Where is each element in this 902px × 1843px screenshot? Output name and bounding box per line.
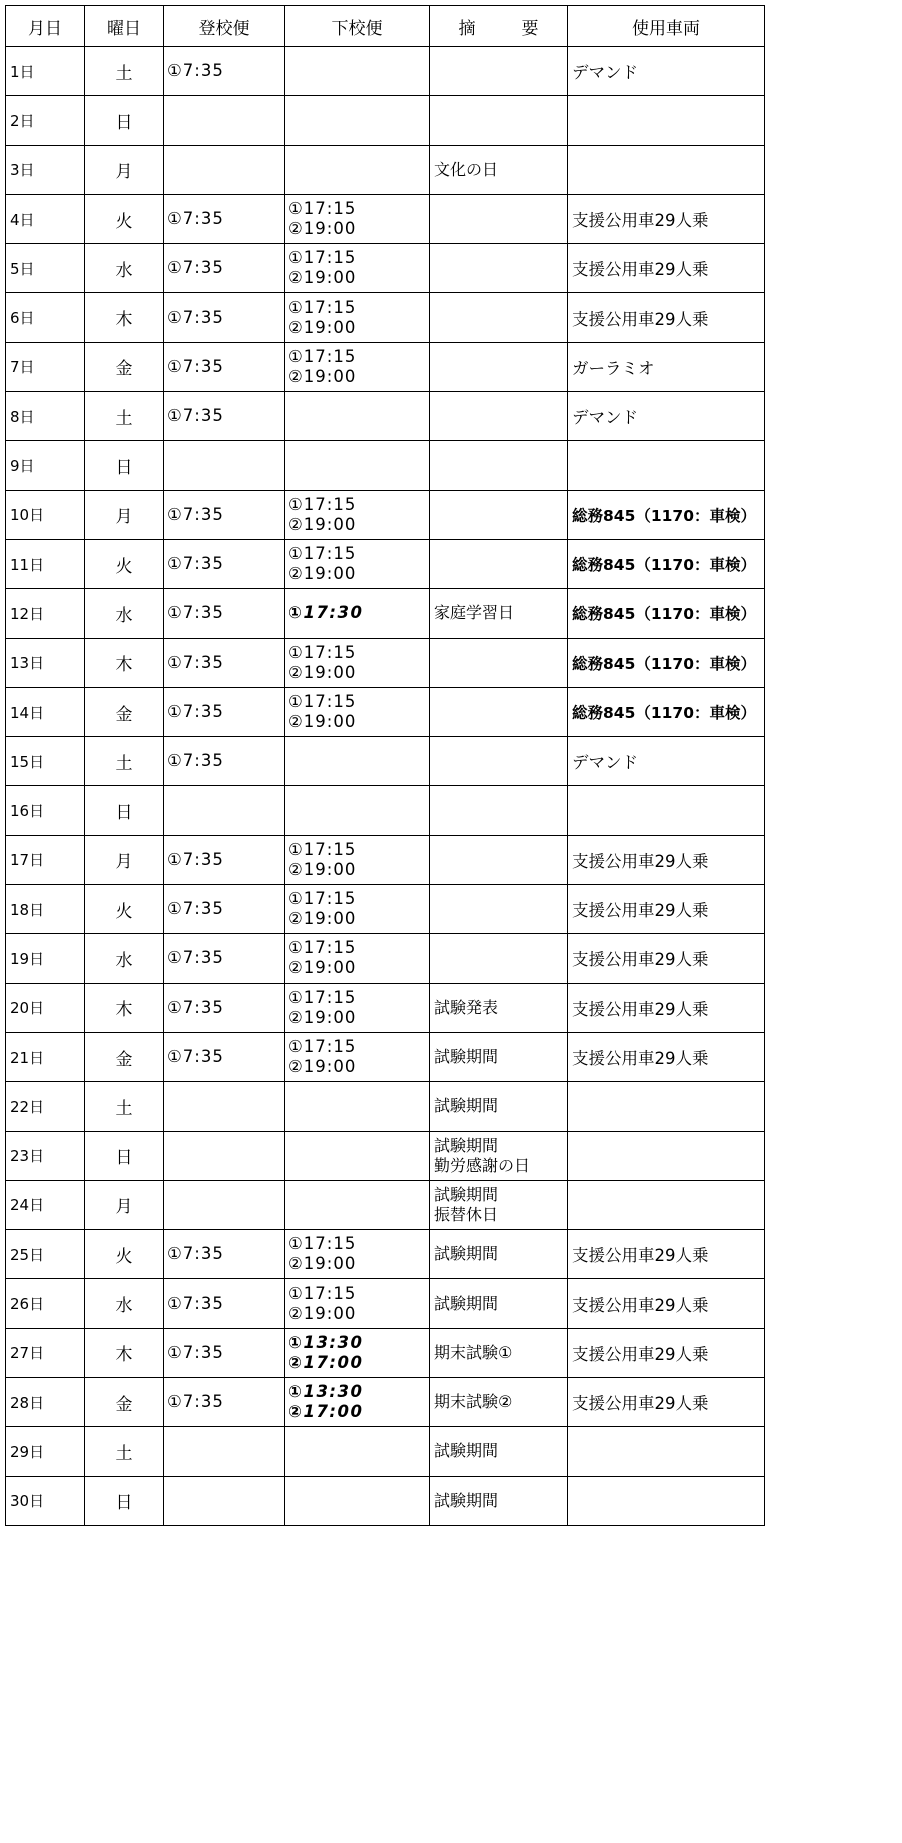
header-morning-bus: 登校便 bbox=[164, 6, 285, 47]
vehicle-cell: 支援公用車29人乗 bbox=[568, 983, 765, 1032]
evening-bus-time: ②19:00 bbox=[288, 1057, 357, 1077]
evening-bus-time: ②19:00 bbox=[288, 859, 357, 879]
table-row bbox=[6, 1279, 765, 1328]
header-evening-bus: 下校便 bbox=[285, 6, 430, 47]
date-cell: 19日 bbox=[6, 934, 85, 983]
summary-cell bbox=[430, 244, 568, 293]
table-row bbox=[6, 589, 765, 638]
evening-bus-time: ①13:30 bbox=[288, 1382, 364, 1402]
table-row bbox=[6, 1427, 765, 1476]
date-cell: 6日 bbox=[6, 293, 85, 342]
evening-bus-time: ①17:15 bbox=[288, 494, 357, 514]
table-row bbox=[6, 47, 765, 96]
evening-bus-time: ②19:00 bbox=[288, 1007, 357, 1027]
evening-bus-time: ②19:00 bbox=[288, 514, 357, 534]
vehicle-cell bbox=[568, 96, 765, 145]
weekday-cell: 月 bbox=[85, 145, 164, 194]
weekday-cell: 木 bbox=[85, 1328, 164, 1377]
morning-bus-cell: ①7:35 bbox=[164, 1378, 285, 1427]
summary-text: 試験期間 bbox=[434, 1135, 499, 1155]
date-cell: 13日 bbox=[6, 638, 85, 687]
summary-cell bbox=[430, 293, 568, 342]
summary-text: 家庭学習日 bbox=[434, 603, 515, 623]
evening-bus-time: ②17:00 bbox=[288, 1402, 364, 1422]
vehicle-cell bbox=[568, 1131, 765, 1180]
bus-schedule-table bbox=[5, 5, 765, 1526]
evening-bus-time: ①17:30 bbox=[288, 603, 364, 623]
evening-bus-time: ①17:15 bbox=[288, 938, 357, 958]
vehicle-cell: 支援公用車29人乗 bbox=[568, 1328, 765, 1377]
summary-cell bbox=[430, 47, 568, 96]
date-cell: 4日 bbox=[6, 194, 85, 243]
summary-text: 試験期間 bbox=[434, 1184, 499, 1204]
weekday-cell: 土 bbox=[85, 737, 164, 786]
weekday-cell: 日 bbox=[85, 441, 164, 490]
date-cell: 22日 bbox=[6, 1082, 85, 1131]
weekday-cell: 金 bbox=[85, 1378, 164, 1427]
vehicle-cell: 支援公用車29人乗 bbox=[568, 194, 765, 243]
header-vehicle: 使用車両 bbox=[568, 6, 765, 47]
morning-bus-cell: ①7:35 bbox=[164, 1032, 285, 1081]
evening-bus-cell bbox=[285, 1131, 430, 1180]
morning-bus-cell: ①7:35 bbox=[164, 934, 285, 983]
summary-cell bbox=[430, 934, 568, 983]
header-date: 月日 bbox=[6, 6, 85, 47]
evening-bus-time: ①17:15 bbox=[288, 1037, 357, 1057]
evening-bus-time: ①17:15 bbox=[288, 346, 357, 366]
evening-bus-cell bbox=[285, 1032, 430, 1081]
summary-cell bbox=[430, 983, 568, 1032]
date-cell: 23日 bbox=[6, 1131, 85, 1180]
morning-bus-cell: ①7:35 bbox=[164, 47, 285, 96]
table-row bbox=[6, 96, 765, 145]
vehicle-cell: 支援公用車29人乗 bbox=[568, 885, 765, 934]
weekday-cell: 木 bbox=[85, 983, 164, 1032]
evening-bus-cell bbox=[285, 885, 430, 934]
morning-bus-cell: ①7:35 bbox=[164, 835, 285, 884]
weekday-cell: 木 bbox=[85, 638, 164, 687]
morning-bus-cell: ①7:35 bbox=[164, 1279, 285, 1328]
table-row bbox=[6, 392, 765, 441]
summary-cell bbox=[430, 1279, 568, 1328]
date-cell: 25日 bbox=[6, 1230, 85, 1279]
summary-text: 試験期間 bbox=[434, 1244, 499, 1264]
morning-bus-cell: ①7:35 bbox=[164, 687, 285, 736]
summary-cell bbox=[430, 1131, 568, 1180]
weekday-cell: 金 bbox=[85, 342, 164, 391]
summary-text: 期末試験② bbox=[434, 1392, 513, 1412]
date-cell: 15日 bbox=[6, 737, 85, 786]
date-cell: 7日 bbox=[6, 342, 85, 391]
evening-bus-time: ①17:15 bbox=[288, 297, 357, 317]
evening-bus-time: ②19:00 bbox=[288, 958, 357, 978]
morning-bus-cell: ①7:35 bbox=[164, 638, 285, 687]
evening-bus-time: ①17:15 bbox=[288, 839, 357, 859]
summary-cell bbox=[430, 1180, 568, 1229]
weekday-cell: 土 bbox=[85, 1082, 164, 1131]
weekday-cell: 日 bbox=[85, 1476, 164, 1525]
evening-bus-time: ①17:15 bbox=[288, 987, 357, 1007]
vehicle-cell: 総務845（1170：車検） bbox=[568, 638, 765, 687]
morning-bus-cell bbox=[164, 441, 285, 490]
weekday-cell: 金 bbox=[85, 687, 164, 736]
morning-bus-cell bbox=[164, 1082, 285, 1131]
summary-text: 期末試験① bbox=[434, 1342, 513, 1362]
date-cell: 2日 bbox=[6, 96, 85, 145]
vehicle-cell: 総務845（1170：車検） bbox=[568, 589, 765, 638]
evening-bus-cell bbox=[285, 145, 430, 194]
weekday-cell: 月 bbox=[85, 835, 164, 884]
summary-cell bbox=[430, 96, 568, 145]
evening-bus-time: ②19:00 bbox=[288, 366, 357, 386]
summary-cell bbox=[430, 1427, 568, 1476]
morning-bus-cell: ①7:35 bbox=[164, 983, 285, 1032]
vehicle-cell: 総務845（1170：車検） bbox=[568, 539, 765, 588]
vehicle-cell: 支援公用車29人乗 bbox=[568, 1032, 765, 1081]
summary-cell bbox=[430, 835, 568, 884]
weekday-cell: 水 bbox=[85, 1279, 164, 1328]
morning-bus-cell: ①7:35 bbox=[164, 539, 285, 588]
table-row bbox=[6, 490, 765, 539]
summary-text: 試験期間 bbox=[434, 1293, 499, 1313]
evening-bus-cell bbox=[285, 1476, 430, 1525]
summary-text: 文化の日 bbox=[434, 159, 499, 179]
vehicle-cell: デマンド bbox=[568, 737, 765, 786]
morning-bus-cell: ①7:35 bbox=[164, 737, 285, 786]
vehicle-cell: 総務845（1170：車検） bbox=[568, 490, 765, 539]
date-cell: 3日 bbox=[6, 145, 85, 194]
table-row bbox=[6, 934, 765, 983]
date-cell: 10日 bbox=[6, 490, 85, 539]
evening-bus-cell bbox=[285, 539, 430, 588]
evening-bus-cell bbox=[285, 342, 430, 391]
date-cell: 5日 bbox=[6, 244, 85, 293]
evening-bus-cell bbox=[285, 687, 430, 736]
vehicle-cell bbox=[568, 145, 765, 194]
vehicle-cell bbox=[568, 1180, 765, 1229]
morning-bus-cell: ①7:35 bbox=[164, 293, 285, 342]
table-body bbox=[6, 47, 765, 1526]
table-row bbox=[6, 885, 765, 934]
table-row bbox=[6, 1476, 765, 1525]
evening-bus-time: ①17:15 bbox=[288, 889, 357, 909]
table-row bbox=[6, 638, 765, 687]
date-cell: 12日 bbox=[6, 589, 85, 638]
date-cell: 1日 bbox=[6, 47, 85, 96]
summary-cell bbox=[430, 737, 568, 786]
evening-bus-time: ②17:00 bbox=[288, 1352, 364, 1372]
summary-cell bbox=[430, 1328, 568, 1377]
morning-bus-cell: ①7:35 bbox=[164, 342, 285, 391]
evening-bus-cell bbox=[285, 786, 430, 835]
table-row bbox=[6, 1378, 765, 1427]
morning-bus-cell: ①7:35 bbox=[164, 244, 285, 293]
vehicle-cell bbox=[568, 441, 765, 490]
evening-bus-time: ①17:15 bbox=[288, 199, 357, 219]
date-cell: 20日 bbox=[6, 983, 85, 1032]
table-header bbox=[6, 6, 765, 47]
weekday-cell: 火 bbox=[85, 885, 164, 934]
summary-cell bbox=[430, 1082, 568, 1131]
vehicle-cell: ガーラミオ bbox=[568, 342, 765, 391]
table-row bbox=[6, 194, 765, 243]
header-summary-part1: 摘 bbox=[458, 18, 476, 39]
evening-bus-cell bbox=[285, 441, 430, 490]
weekday-cell: 土 bbox=[85, 47, 164, 96]
evening-bus-time: ②19:00 bbox=[288, 1254, 357, 1274]
vehicle-cell bbox=[568, 1082, 765, 1131]
weekday-cell: 火 bbox=[85, 539, 164, 588]
summary-cell bbox=[430, 1230, 568, 1279]
summary-cell bbox=[430, 342, 568, 391]
evening-bus-cell bbox=[285, 1427, 430, 1476]
date-cell: 26日 bbox=[6, 1279, 85, 1328]
evening-bus-time: ②19:00 bbox=[288, 662, 357, 682]
evening-bus-cell bbox=[285, 1328, 430, 1377]
vehicle-cell: 支援公用車29人乗 bbox=[568, 835, 765, 884]
evening-bus-cell bbox=[285, 1378, 430, 1427]
evening-bus-time: ②19:00 bbox=[288, 268, 357, 288]
summary-cell bbox=[430, 589, 568, 638]
vehicle-cell: 支援公用車29人乗 bbox=[568, 244, 765, 293]
evening-bus-time: ①17:15 bbox=[288, 248, 357, 268]
weekday-cell: 火 bbox=[85, 1230, 164, 1279]
morning-bus-cell bbox=[164, 145, 285, 194]
evening-bus-time: ②19:00 bbox=[288, 1303, 357, 1323]
date-cell: 21日 bbox=[6, 1032, 85, 1081]
table-row bbox=[6, 983, 765, 1032]
table-row bbox=[6, 687, 765, 736]
header-summary-part2: 要 bbox=[521, 18, 539, 39]
evening-bus-cell bbox=[285, 1180, 430, 1229]
evening-bus-cell bbox=[285, 293, 430, 342]
table-row bbox=[6, 244, 765, 293]
morning-bus-cell bbox=[164, 1180, 285, 1229]
morning-bus-cell bbox=[164, 786, 285, 835]
weekday-cell: 日 bbox=[85, 96, 164, 145]
date-cell: 11日 bbox=[6, 539, 85, 588]
summary-cell bbox=[430, 885, 568, 934]
weekday-cell: 火 bbox=[85, 194, 164, 243]
vehicle-cell: 支援公用車29人乗 bbox=[568, 934, 765, 983]
morning-bus-cell: ①7:35 bbox=[164, 1230, 285, 1279]
weekday-cell: 金 bbox=[85, 1032, 164, 1081]
evening-bus-cell bbox=[285, 737, 430, 786]
date-cell: 14日 bbox=[6, 687, 85, 736]
evening-bus-time: ①17:15 bbox=[288, 642, 357, 662]
weekday-cell: 月 bbox=[85, 1180, 164, 1229]
vehicle-cell: 支援公用車29人乗 bbox=[568, 1378, 765, 1427]
evening-bus-time: ②19:00 bbox=[288, 909, 357, 929]
weekday-cell: 水 bbox=[85, 934, 164, 983]
evening-bus-time: ②19:00 bbox=[288, 317, 357, 337]
summary-cell bbox=[430, 638, 568, 687]
summary-text: 試験発表 bbox=[434, 997, 499, 1017]
weekday-cell: 木 bbox=[85, 293, 164, 342]
evening-bus-cell bbox=[285, 983, 430, 1032]
summary-cell bbox=[430, 392, 568, 441]
summary-text: 試験期間 bbox=[434, 1047, 499, 1067]
evening-bus-cell bbox=[285, 194, 430, 243]
morning-bus-cell bbox=[164, 1131, 285, 1180]
summary-cell bbox=[430, 1032, 568, 1081]
evening-bus-cell bbox=[285, 589, 430, 638]
vehicle-cell bbox=[568, 1476, 765, 1525]
table-row bbox=[6, 1230, 765, 1279]
evening-bus-time: ①17:15 bbox=[288, 544, 357, 564]
date-cell: 24日 bbox=[6, 1180, 85, 1229]
evening-bus-time: ②19:00 bbox=[288, 219, 357, 239]
weekday-cell: 日 bbox=[85, 1131, 164, 1180]
evening-bus-time: ①17:15 bbox=[288, 1234, 357, 1254]
summary-cell bbox=[430, 786, 568, 835]
table-row bbox=[6, 539, 765, 588]
evening-bus-cell bbox=[285, 638, 430, 687]
evening-bus-cell bbox=[285, 1082, 430, 1131]
weekday-cell: 土 bbox=[85, 1427, 164, 1476]
evening-bus-cell bbox=[285, 244, 430, 293]
table-row bbox=[6, 441, 765, 490]
evening-bus-time: ①17:15 bbox=[288, 692, 357, 711]
date-cell: 18日 bbox=[6, 885, 85, 934]
vehicle-cell bbox=[568, 786, 765, 835]
evening-bus-time: ②19:00 bbox=[288, 712, 357, 731]
evening-bus-cell bbox=[285, 1279, 430, 1328]
summary-text: 振替休日 bbox=[434, 1204, 499, 1224]
weekday-cell: 水 bbox=[85, 589, 164, 638]
summary-cell bbox=[430, 687, 568, 736]
morning-bus-cell: ①7:35 bbox=[164, 194, 285, 243]
evening-bus-cell bbox=[285, 96, 430, 145]
table-row bbox=[6, 1131, 765, 1180]
morning-bus-cell bbox=[164, 96, 285, 145]
date-cell: 27日 bbox=[6, 1328, 85, 1377]
vehicle-cell: 支援公用車29人乗 bbox=[568, 1279, 765, 1328]
morning-bus-cell: ①7:35 bbox=[164, 589, 285, 638]
weekday-cell: 水 bbox=[85, 244, 164, 293]
vehicle-cell bbox=[568, 1427, 765, 1476]
evening-bus-cell bbox=[285, 490, 430, 539]
date-cell: 8日 bbox=[6, 392, 85, 441]
evening-bus-time: ②19:00 bbox=[288, 564, 357, 584]
date-cell: 29日 bbox=[6, 1427, 85, 1476]
summary-text: 試験期間 bbox=[434, 1490, 499, 1510]
vehicle-cell: 支援公用車29人乗 bbox=[568, 293, 765, 342]
vehicle-cell: デマンド bbox=[568, 392, 765, 441]
morning-bus-cell: ①7:35 bbox=[164, 1328, 285, 1377]
table-row bbox=[6, 293, 765, 342]
table-row bbox=[6, 835, 765, 884]
weekday-cell: 日 bbox=[85, 786, 164, 835]
summary-cell bbox=[430, 441, 568, 490]
vehicle-cell: 支援公用車29人乗 bbox=[568, 1230, 765, 1279]
date-cell: 30日 bbox=[6, 1476, 85, 1525]
vehicle-cell: 総務845（1170：車検） bbox=[568, 687, 765, 736]
date-cell: 16日 bbox=[6, 786, 85, 835]
date-cell: 28日 bbox=[6, 1378, 85, 1427]
table-row bbox=[6, 1328, 765, 1377]
table-row bbox=[6, 737, 765, 786]
date-cell: 9日 bbox=[6, 441, 85, 490]
evening-bus-cell bbox=[285, 392, 430, 441]
morning-bus-cell: ①7:35 bbox=[164, 490, 285, 539]
morning-bus-cell bbox=[164, 1427, 285, 1476]
summary-cell bbox=[430, 1476, 568, 1525]
table-row bbox=[6, 145, 765, 194]
evening-bus-time: ①17:15 bbox=[288, 1283, 357, 1303]
morning-bus-cell: ①7:35 bbox=[164, 392, 285, 441]
summary-cell bbox=[430, 145, 568, 194]
summary-cell bbox=[430, 1378, 568, 1427]
summary-text: 試験期間 bbox=[434, 1441, 499, 1461]
header-summary bbox=[430, 6, 568, 47]
weekday-cell: 土 bbox=[85, 392, 164, 441]
summary-text: 勤労感謝の日 bbox=[434, 1155, 531, 1175]
weekday-cell: 月 bbox=[85, 490, 164, 539]
table-row bbox=[6, 1032, 765, 1081]
summary-text: 試験期間 bbox=[434, 1096, 499, 1116]
date-cell: 17日 bbox=[6, 835, 85, 884]
table-row bbox=[6, 1180, 765, 1229]
summary-cell bbox=[430, 194, 568, 243]
morning-bus-cell bbox=[164, 1476, 285, 1525]
vehicle-cell: デマンド bbox=[568, 47, 765, 96]
table-row bbox=[6, 342, 765, 391]
header-row bbox=[6, 6, 765, 47]
morning-bus-cell: ①7:35 bbox=[164, 885, 285, 934]
evening-bus-cell bbox=[285, 1230, 430, 1279]
evening-bus-cell bbox=[285, 47, 430, 96]
evening-bus-cell bbox=[285, 835, 430, 884]
summary-cell bbox=[430, 539, 568, 588]
table-row bbox=[6, 1082, 765, 1131]
summary-cell bbox=[430, 490, 568, 539]
table-row bbox=[6, 786, 765, 835]
evening-bus-time: ①13:30 bbox=[288, 1332, 364, 1352]
header-weekday: 曜日 bbox=[85, 6, 164, 47]
evening-bus-cell bbox=[285, 934, 430, 983]
